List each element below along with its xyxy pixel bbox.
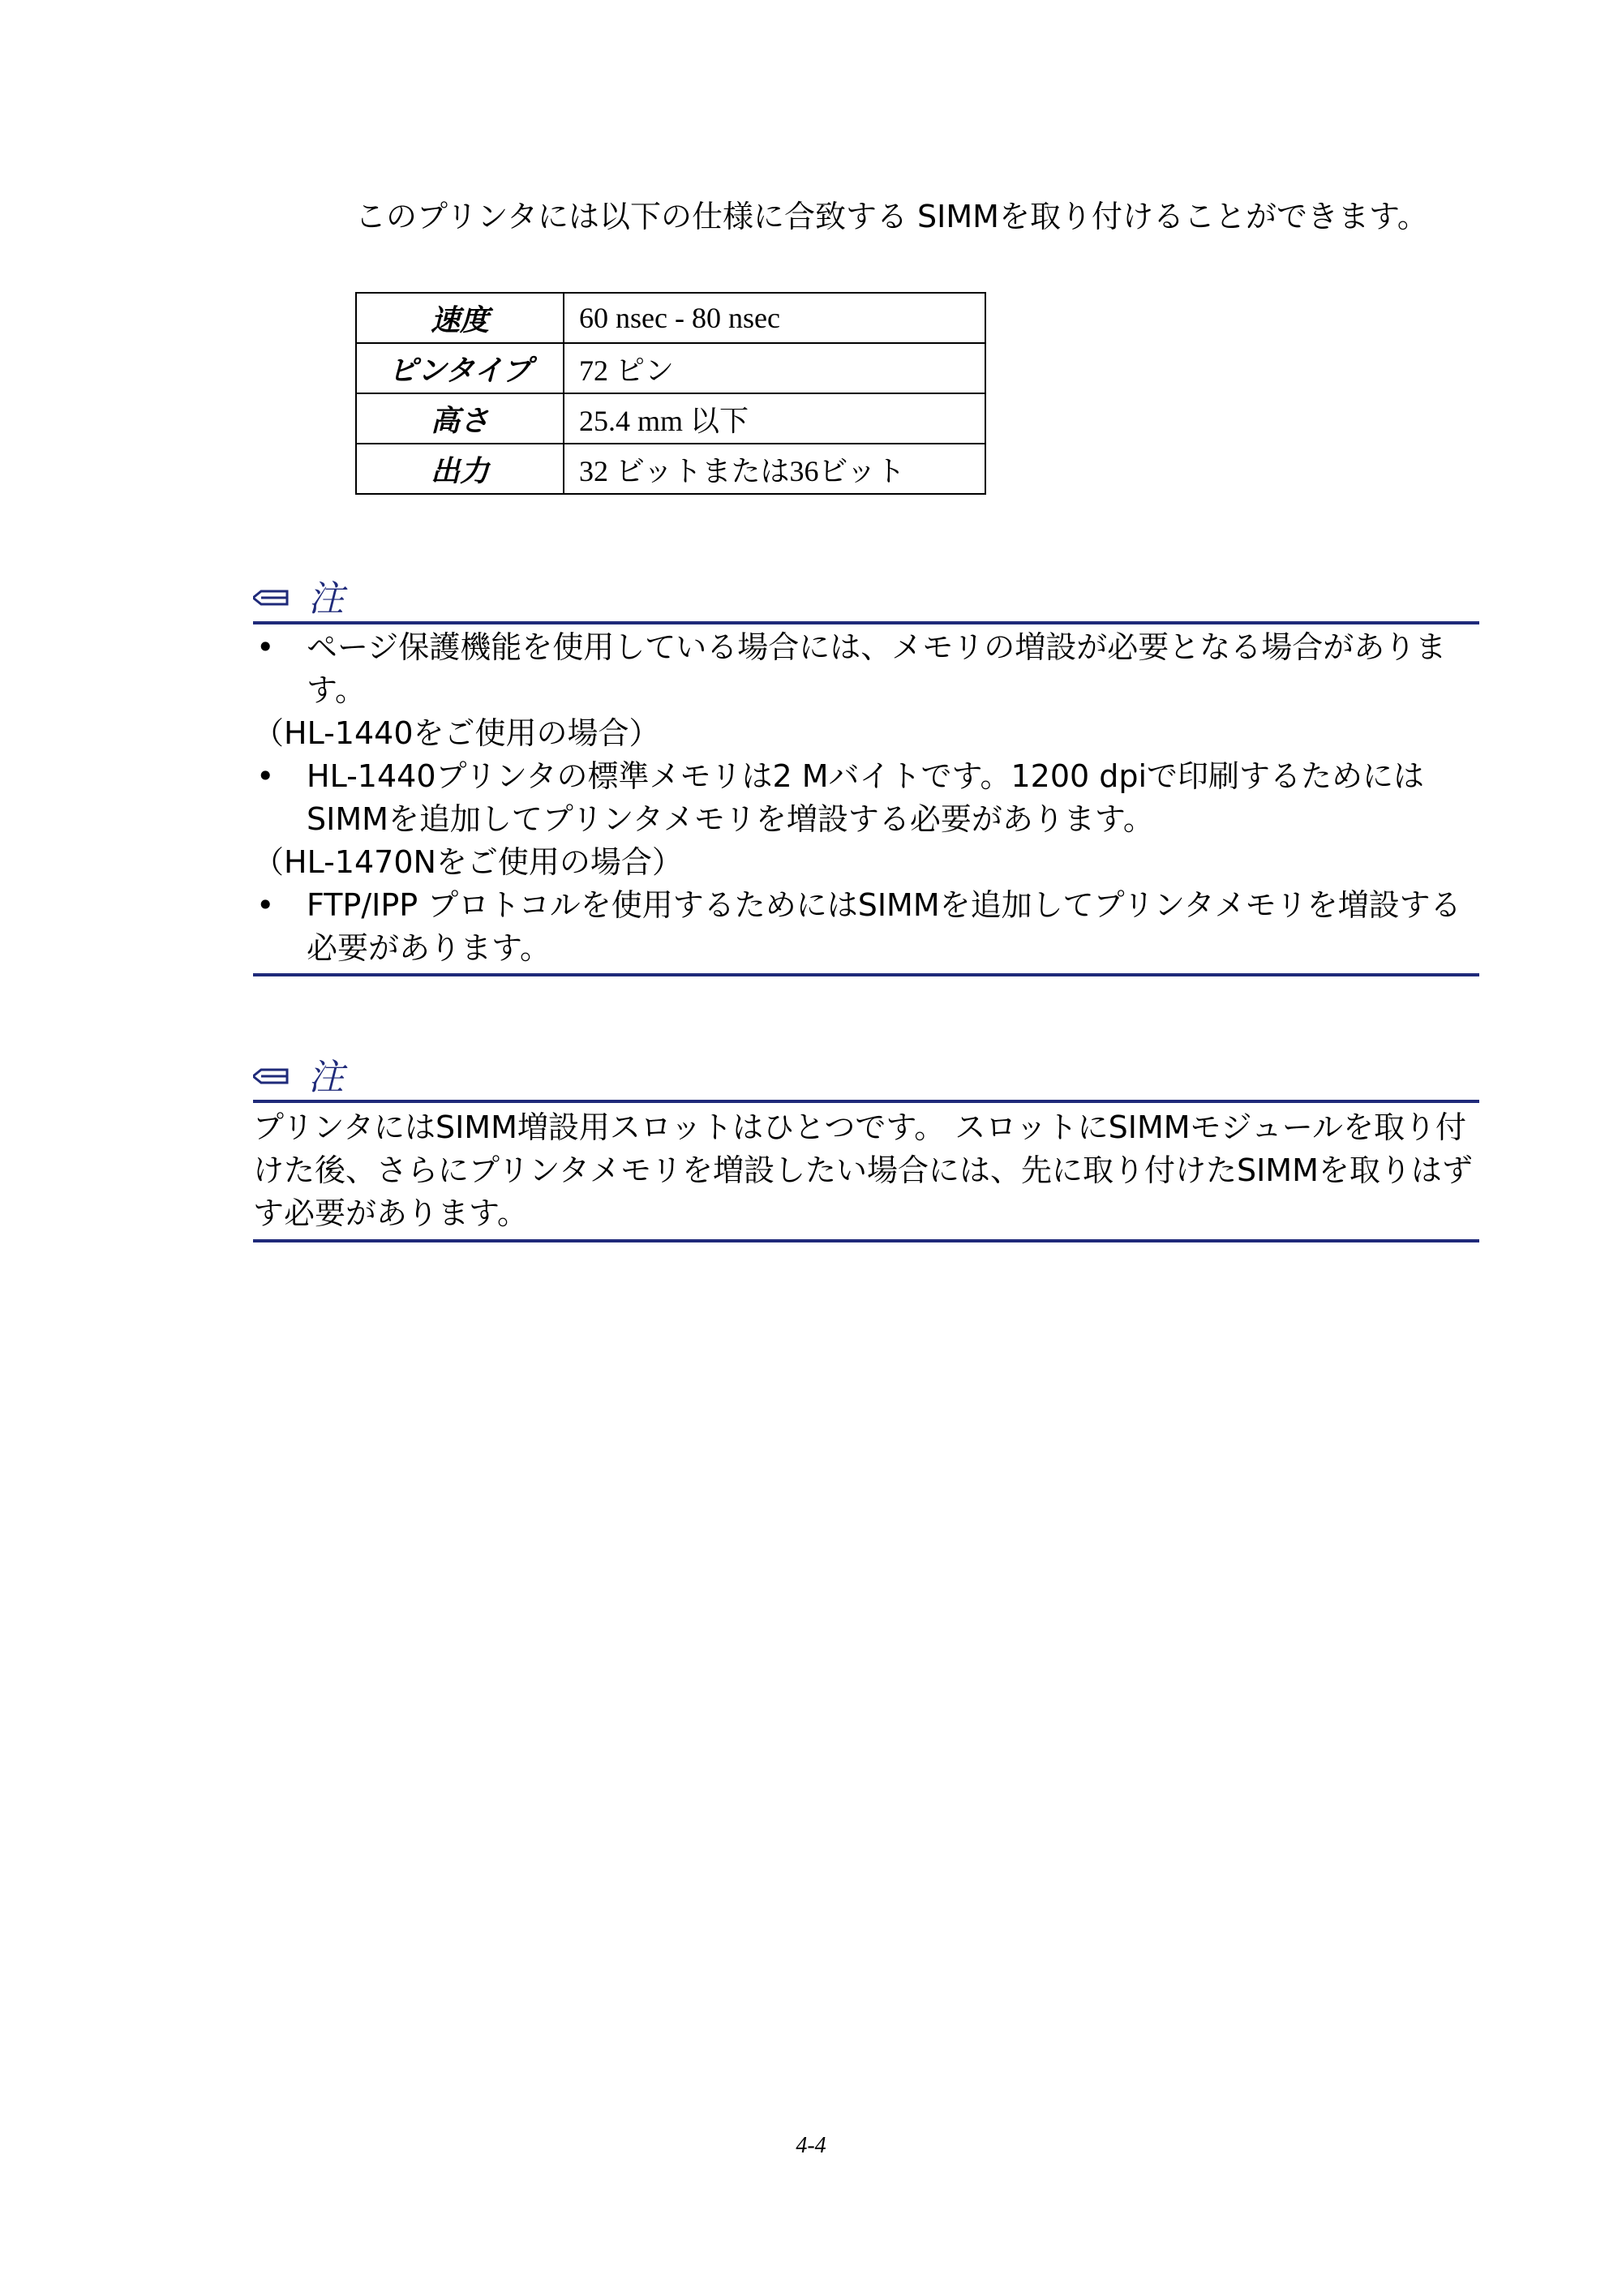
spec-key-speed: 速度	[356, 293, 564, 343]
note2-body: プリンタにはSIMM増設用スロットはひとつです。 スロットにSIMMモジュールを取り付けた後、さらにプリンタメモリを増設したい場合には、先に取り付けたSIMMを取りはずす必要があります。	[253, 1109, 1473, 1231]
note1-body	[253, 626, 1479, 970]
pencil-icon	[253, 1052, 290, 1096]
note1-item-2: HL-1440プリンタの標準メモリは2 Mバイトです。1200 dpiで印刷するためにはSIMMを追加してプリンタメモリを増設する必要があります。	[307, 758, 1425, 837]
table-row	[356, 343, 985, 393]
table-row	[356, 444, 985, 494]
note1-model-label-1: （HL-1440をご使用の場合）	[253, 715, 660, 751]
table-row	[356, 393, 985, 444]
spec-value-output: 32 ビットまたは36ビット	[564, 444, 985, 494]
list-item	[253, 626, 1479, 712]
note1-item-3: FTP/IPP プロトコルを使用するためにはSIMMを追加してプリンタメモリを増設する必要があります。	[307, 887, 1461, 966]
note1-model-label-2: （HL-1470Nをご使用の場合）	[253, 844, 683, 880]
spec-value-speed: 60 nsec - 80 nsec	[564, 293, 985, 343]
list-item	[253, 755, 1479, 841]
list-item	[253, 884, 1479, 970]
pencil-icon	[253, 573, 290, 617]
bullet-icon: •	[256, 629, 275, 665]
bullet-icon: •	[256, 758, 275, 794]
note1-item-1: ページ保護機能を使用している場合には、メモリの増設が必要となる場合があります。	[307, 629, 1447, 708]
note1-heading	[253, 571, 344, 620]
spec-key-pin-type: ピンタイプ	[356, 343, 564, 393]
spec-value-height: 25.4 mm 以下	[564, 393, 985, 444]
table-row	[356, 293, 985, 343]
note2-top-rule	[253, 1100, 1479, 1103]
bullet-icon: •	[256, 887, 275, 923]
note1-top-rule	[253, 621, 1479, 624]
note2-bottom-rule	[253, 1239, 1479, 1242]
spec-value-pin-type: 72 ピン	[564, 343, 985, 393]
note1-title: 注	[308, 578, 344, 620]
note2-title: 注	[308, 1057, 344, 1098]
spec-key-height: 高さ	[356, 393, 564, 444]
note1-bottom-rule	[253, 973, 1479, 976]
page-number: 4-4	[796, 2133, 826, 2158]
spec-key-output: 出力	[356, 444, 564, 494]
note2-heading	[253, 1049, 344, 1098]
intro-paragraph: このプリンタには以下の仕様に合致する SIMMを取り付けることができます。	[355, 199, 1428, 234]
simm-spec-table	[355, 292, 986, 495]
